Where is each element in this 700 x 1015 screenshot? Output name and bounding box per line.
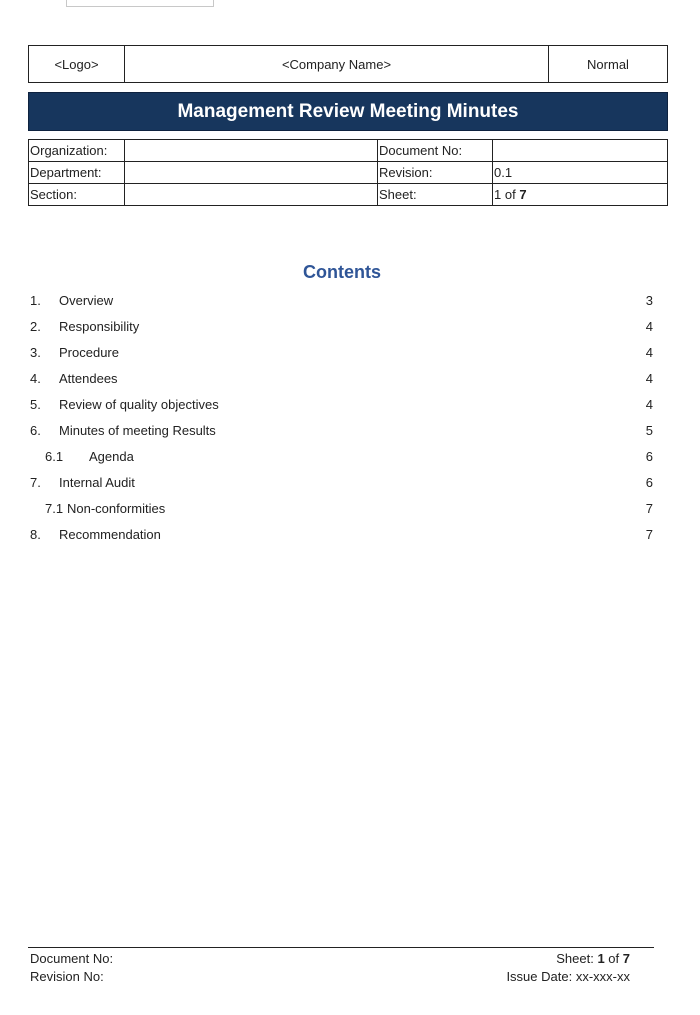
- toc-text: Minutes of meeting Results: [59, 422, 216, 438]
- toc-page: 3: [645, 292, 653, 308]
- toc-entry[interactable]: [30, 495, 654, 521]
- toc-page: 4: [645, 318, 653, 334]
- toc-text: Internal Audit: [59, 474, 135, 490]
- footer-sheet-total: 7: [622, 951, 630, 966]
- footer-sheet: [556, 951, 630, 966]
- footer-issue-date-label: Issue Date:: [506, 969, 573, 984]
- sheet-of: of: [504, 187, 516, 202]
- toc-text: Non-conformities: [67, 500, 166, 516]
- toc-number: 7.1: [45, 500, 64, 516]
- document-title: Management Review Meeting Minutes: [28, 92, 668, 131]
- table-of-contents: [30, 287, 654, 547]
- footer-divider: [28, 947, 654, 948]
- toc-number: 7.: [30, 474, 41, 490]
- toc-number: 6.1: [45, 448, 64, 464]
- footer-sheet-of: of: [608, 951, 620, 966]
- toc-page: 4: [645, 344, 653, 360]
- footer-sheet-label: Sheet:: [556, 951, 594, 966]
- sheet-label: Sheet:: [378, 184, 493, 206]
- section-label: Section:: [29, 184, 125, 206]
- toc-number: 1.: [30, 292, 41, 308]
- toc-number: 5.: [30, 396, 41, 412]
- toc-page: 7: [645, 526, 653, 542]
- footer-document-no: Document No:: [30, 951, 114, 966]
- info-row-section: [29, 184, 668, 206]
- info-row-department: [29, 162, 668, 184]
- toc-text: Recommendation: [59, 526, 161, 542]
- footer-issue-date: [506, 969, 630, 984]
- toc-page: 4: [645, 396, 653, 412]
- toc-entry[interactable]: [30, 313, 654, 339]
- section-value: [125, 184, 378, 206]
- toc-entry[interactable]: [30, 469, 654, 495]
- toc-page: 6: [645, 448, 653, 464]
- organization-label: Organization:: [29, 140, 125, 162]
- footer-issue-date-value: xx-xxx-xx: [575, 969, 630, 984]
- sheet-total: 7: [519, 187, 527, 202]
- info-row-organization: [29, 140, 668, 162]
- toc-text: Responsibility: [59, 318, 140, 334]
- sheet-value: [493, 184, 668, 206]
- department-value: [125, 162, 378, 184]
- revision-value: 0.1: [493, 162, 668, 184]
- header-table: [28, 45, 668, 83]
- toc-page: 7: [645, 500, 653, 516]
- document-info-table: [28, 139, 668, 206]
- toc-number: 3.: [30, 344, 41, 360]
- toc-number: 4.: [30, 370, 41, 386]
- classification-label: Normal: [587, 56, 629, 72]
- toc-entry[interactable]: [30, 417, 654, 443]
- toc-entry[interactable]: [30, 287, 654, 313]
- toc-text: Attendees: [59, 370, 118, 386]
- document-no-value: [493, 140, 668, 162]
- document-no-label: Document No:: [378, 140, 493, 162]
- toc-page: 6: [645, 474, 653, 490]
- toc-entry[interactable]: [30, 339, 654, 365]
- toc-number: 8.: [30, 526, 41, 542]
- toc-entry[interactable]: [30, 391, 654, 417]
- toc-entry[interactable]: [30, 521, 654, 547]
- contents-heading: Contents: [303, 262, 381, 282]
- toc-entry[interactable]: [30, 365, 654, 391]
- toc-page: 4: [645, 370, 653, 386]
- toc-text: Review of quality objectives: [59, 396, 219, 412]
- toc-text: Procedure: [59, 344, 119, 360]
- toc-number: 6.: [30, 422, 41, 438]
- organization-value: [125, 140, 378, 162]
- toc-entry[interactable]: [30, 443, 654, 469]
- toc-text: Overview: [59, 292, 114, 308]
- footer-sheet-current: 1: [597, 951, 605, 966]
- top-field-box: [66, 0, 214, 7]
- toc-text: Agenda: [89, 448, 134, 464]
- toc-number: 2.: [30, 318, 41, 334]
- revision-label: Revision:: [378, 162, 493, 184]
- footer-revision-no: Revision No:: [30, 969, 104, 984]
- logo-placeholder: <Logo>: [29, 46, 125, 82]
- department-label: Department:: [29, 162, 125, 184]
- toc-page: 5: [645, 422, 653, 438]
- sheet-current: 1: [494, 187, 502, 202]
- company-name: <Company Name>: [125, 46, 549, 82]
